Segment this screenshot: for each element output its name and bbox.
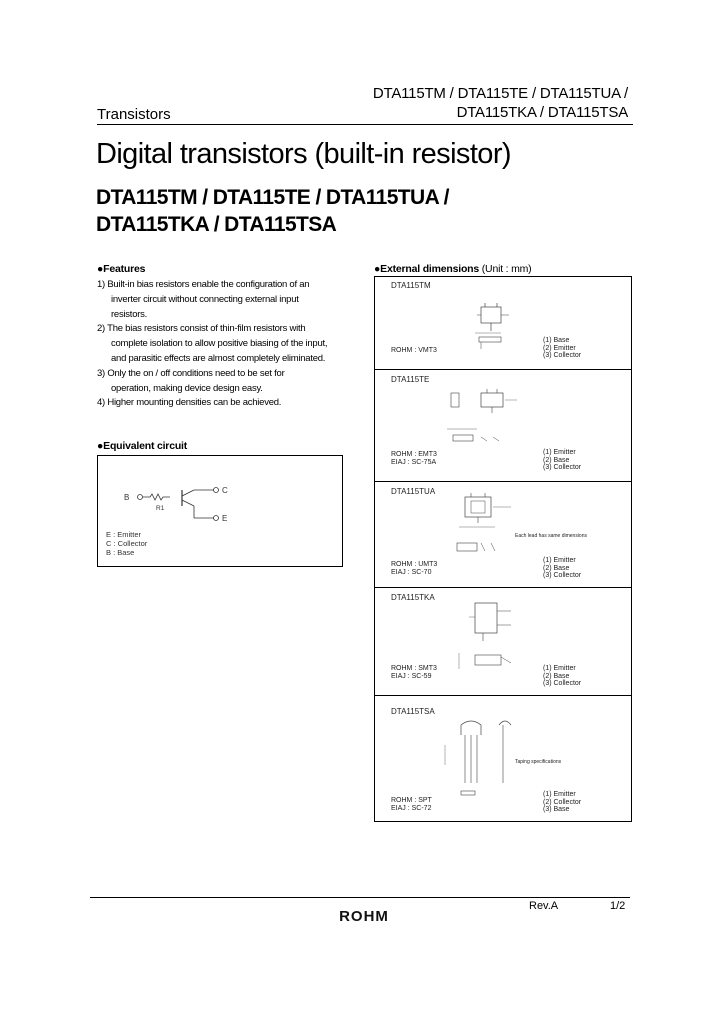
header-category: Transistors — [97, 106, 171, 123]
section-divider — [375, 695, 631, 696]
pin-1: (1) Emitter — [543, 449, 576, 456]
feature-line: and parasitic effects are almost completely eliminated. — [111, 352, 326, 364]
header-part-line-2: DTA115TKA / DTA115TSA — [456, 104, 628, 121]
rohm-code: ROHM : SPT — [391, 797, 432, 804]
package-note: Each lead has same dimensions — [515, 533, 587, 539]
header-part-numbers — [373, 84, 628, 122]
pin-3: (3) Collector — [543, 680, 582, 687]
section-divider — [375, 369, 631, 370]
feature-line: 3) Only the on / off conditions need to be set for — [97, 367, 285, 379]
pin-2: (2) Base — [543, 564, 570, 572]
legend-base: B : Base — [106, 548, 135, 557]
package-note: Taping specifications — [515, 759, 562, 765]
legend-collector: C : Collector — [106, 539, 148, 548]
pin-3: (3) Collector — [543, 352, 582, 359]
feature-line: resistors. — [111, 308, 148, 320]
pin-2: (2) Base — [543, 456, 570, 464]
emt3-drawing — [447, 385, 547, 455]
feature-line: 4) Higher mounting densities can be achieved. — [97, 397, 282, 409]
external-dimensions-title: ●External dimensions — [374, 263, 480, 275]
pin-list — [543, 665, 581, 688]
pin-1: (1) Emitter — [543, 665, 576, 672]
pin-list — [543, 791, 581, 814]
eiaj-code: EIAJ : SC-75A — [391, 459, 437, 466]
package-name: DTA115TM — [391, 281, 431, 290]
rohm-logo-text: ROHM — [339, 908, 389, 924]
feature-line: 2) The bias resistors consist of thin-film resistors with — [97, 323, 306, 335]
equivalent-circuit-box — [97, 455, 343, 567]
umt3-drawing — [439, 491, 549, 563]
footer-rule — [90, 897, 630, 898]
package-name: DTA115TE — [391, 375, 430, 384]
package-name: DTA115TKA — [391, 593, 435, 602]
subtitle-line-1: DTA115TM / DTA115TE / DTA115TUA / — [96, 186, 449, 209]
legend-emitter: E : Emitter — [106, 530, 142, 539]
pin-2: (2) Emitter — [543, 344, 576, 352]
pin-c-label: C — [222, 486, 228, 495]
header-part-line-1: DTA115TM / DTA115TE / DTA115TUA / — [372, 85, 628, 102]
pin-1: (1) Emitter — [543, 791, 576, 798]
pin-b-label: B — [124, 493, 130, 502]
pin-2: (2) Collector — [543, 798, 582, 806]
feature-line: complete isolation to allow positive biasing of the input, — [111, 338, 328, 350]
resistor-icon — [143, 494, 170, 500]
eiaj-code: EIAJ : SC-59 — [391, 673, 432, 680]
pin-2: (2) Base — [543, 672, 570, 680]
transistor-icon — [182, 490, 194, 496]
eiaj-code: EIAJ : SC-70 — [391, 569, 432, 576]
eiaj-code: EIAJ : SC-72 — [391, 805, 432, 812]
subtitle-line-2: DTA115TKA / DTA115TSA — [96, 213, 337, 236]
page-number: 1/2 — [610, 900, 626, 912]
package-codes — [391, 561, 437, 577]
feature-line: 1) Built-in bias resistors enable the configuration of an — [97, 279, 310, 290]
package-codes — [391, 451, 437, 467]
section-divider — [375, 481, 631, 482]
pin-1: (1) Base — [543, 337, 570, 344]
r1-label: R1 — [156, 505, 165, 512]
features-heading: ●Features — [97, 263, 146, 275]
rohm-code: ROHM : UMT3 — [391, 561, 438, 568]
pin-3: (3) Collector — [543, 572, 582, 579]
page-subtitle — [96, 184, 449, 238]
package-name: DTA115TUA — [391, 487, 436, 496]
rohm-code: ROHM : EMT3 — [391, 451, 437, 458]
circuit-legend — [106, 530, 147, 557]
pin-list — [543, 337, 581, 360]
rohm-code: ROHM : SMT3 — [391, 665, 437, 672]
pin-e-label: E — [222, 514, 228, 523]
feature-line: operation, making device design easy. — [111, 382, 263, 394]
package-name: DTA115TSA — [391, 707, 435, 716]
external-dimensions-box — [374, 276, 632, 822]
unit-note: (Unit : mm) — [481, 263, 532, 275]
external-dimensions-heading — [374, 263, 531, 275]
pin-3: (3) Collector — [543, 464, 582, 471]
package-codes — [391, 347, 437, 355]
pin-list — [543, 557, 581, 580]
feature-line: inverter circuit without connecting external input — [111, 293, 299, 305]
rohm-logo — [333, 908, 395, 924]
pin-3: (3) Base — [543, 806, 570, 813]
package-codes — [391, 797, 432, 813]
section-divider — [375, 587, 631, 588]
pin-1: (1) Emitter — [543, 557, 576, 564]
revision-label: Rev.A — [529, 900, 559, 912]
pin-list — [543, 449, 581, 472]
vmt3-drawing — [455, 291, 535, 355]
equivalent-circuit-heading: ●Equivalent circuit — [97, 440, 188, 452]
package-codes — [391, 665, 437, 681]
header-rule — [97, 124, 633, 125]
page-title: Digital transistors (built-in resistor) — [96, 138, 511, 170]
rohm-code: ROHM : VMT3 — [391, 347, 437, 354]
smt3-drawing — [439, 597, 549, 677]
features-list — [97, 278, 367, 411]
